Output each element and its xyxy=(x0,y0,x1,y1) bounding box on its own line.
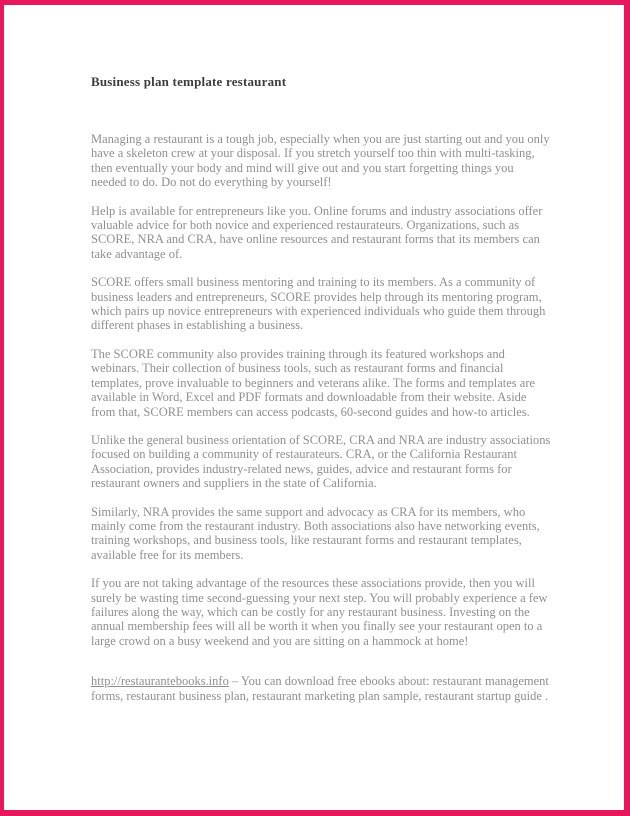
restaurant-ebooks-link[interactable]: http://restaurantebooks.info xyxy=(91,674,229,689)
paragraph-nra-support: Similarly, NRA provides the same support and advocacy as CRA for its members, who mainly come from the restaurant industry. Both associations also have networking events, training workshops, and business tools, like restaurant forms and restaurant templates, available free for its members. xyxy=(91,504,540,562)
paragraph-score-mentoring: SCORE offers small business mentoring and training to its members. As a community of business leaders and entrepreneurs, SCORE provides help through its mentoring program, which pairs up novice entrepreneurs with experienced individuals who guide them through different phases in establishing a business. xyxy=(91,275,546,333)
footer-note-text: – You can download free ebooks about: restaurant management forms, restaurant business plan, restaurant marketing plan sample, restaurant startup guide . xyxy=(91,674,549,703)
paragraph-cra-nra: Unlike the general business orientation of SCORE, CRA and NRA are industry associations focused on building a community of restaurateurs. CRA, or the California Restaurant Association, provides industry-related news, guides, advice and restaurant forms for restaurant owners and suppliers in the state of California. xyxy=(91,432,551,491)
paragraph-conclusion: If you are not taking advantage of the resources these associations provide, then you will surely be wasting time second-guessing your next step. You will probably experience a few failures along the way, which can be costly for any restaurant business. Investing on the annual membership fees will all be worth it when you finally see your restaurant open to a large crowd on a busy weekend and you are sitting on a hammock at home! xyxy=(91,576,548,648)
paragraph-intro: Managing a restaurant is a tough job, especially when you are just starting out and you only have a skeleton crew at your disposal. If you stretch yourself too thin with multi-tasking, then eventually your body and mind will give out and you start forgetting things you needed to do. Do not do everything by yourself! xyxy=(91,132,550,190)
paragraph-score-community: The SCORE community also provides training through its featured workshops and webinars. Their collection of business tools, such as restaurant forms and financial templates, prove invaluable to beginners and veterans alike. The forms and templates are available in Word, Excel and PDF formats and downloadable from their website. Aside from that, SCORE members can access podcasts, 60-second guides and how-to articles. xyxy=(91,346,536,419)
paragraph-help-available: Help is available for entrepreneurs like you. Online forums and industry associations offer valuable advice for both novice and experienced restaurateurs. Organizations, such as SCORE, NRA and CRA, have online resources and restaurant forms that its members can take advantage of. xyxy=(91,203,543,261)
page-title: Business plan template restaurant xyxy=(91,74,287,89)
document-body xyxy=(91,132,551,717)
footer-note xyxy=(91,674,551,703)
